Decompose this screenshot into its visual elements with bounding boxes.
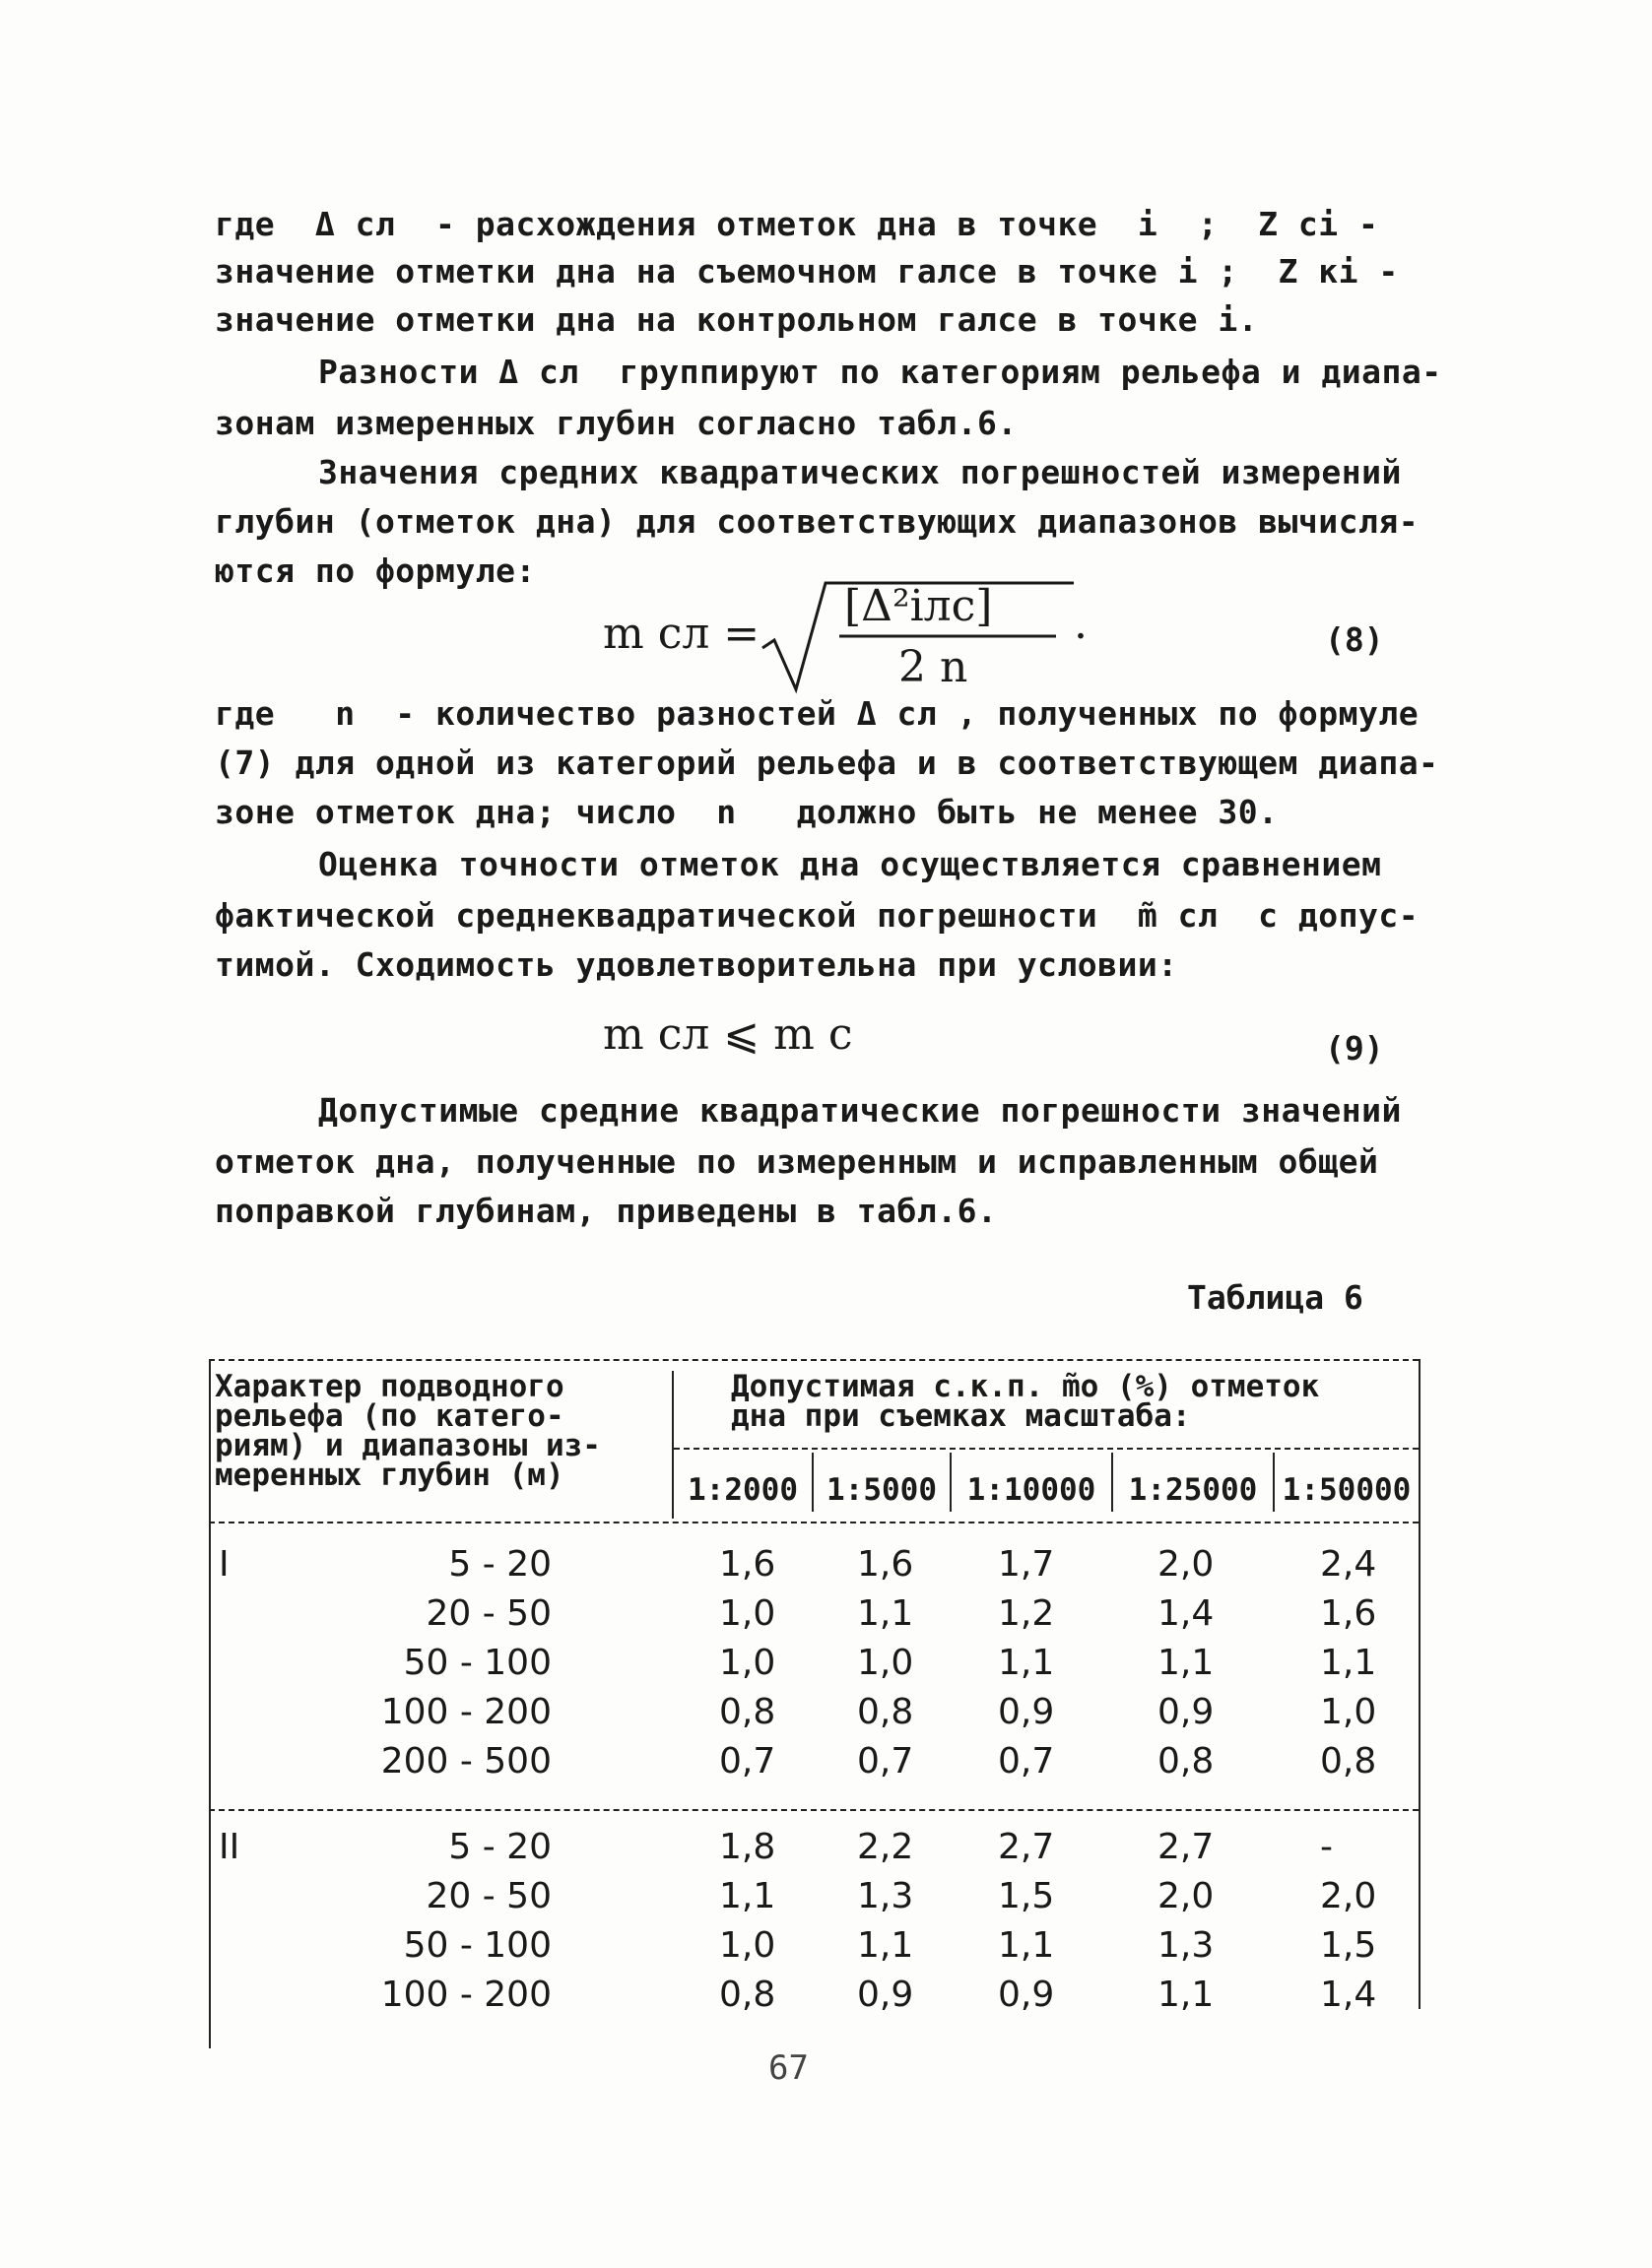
text-line: фактической среднеквадратической погрешности m̃ сл с допус- bbox=[215, 896, 1420, 935]
table-top-rule bbox=[209, 1359, 1419, 1361]
range-cell: 100 - 200 bbox=[380, 1692, 552, 1732]
range-cell: 5 - 20 bbox=[448, 1827, 552, 1867]
value-cell: 1,0 bbox=[719, 1925, 776, 1966]
value-cell: 1,5 bbox=[998, 1876, 1055, 1916]
header-bottom-rule bbox=[209, 1522, 1419, 1523]
table-left-border bbox=[209, 1359, 211, 2048]
value-cell: 0,8 bbox=[719, 1975, 776, 2015]
text-line: зоне отметок дна; число n должно быть не менее 30. bbox=[215, 793, 1279, 831]
value-cell: 1,1 bbox=[857, 1925, 914, 1966]
value-cell: 2,7 bbox=[1157, 1827, 1215, 1867]
range-cell: 50 - 100 bbox=[403, 1643, 552, 1683]
value-cell: 1,5 bbox=[1320, 1925, 1377, 1966]
value-cell: 2,0 bbox=[1157, 1876, 1215, 1916]
value-cell: 1,1 bbox=[719, 1876, 776, 1916]
text-line: (7) для одной из категорий рельефа и в соответствующем диапа- bbox=[215, 744, 1439, 782]
value-cell: 1,3 bbox=[857, 1876, 914, 1916]
value-cell: 2,0 bbox=[1157, 1544, 1215, 1585]
value-cell: 1,8 bbox=[719, 1827, 776, 1867]
table-caption: Таблица 6 bbox=[1187, 1278, 1363, 1317]
value-cell: 0,8 bbox=[719, 1692, 776, 1732]
scale-header: 1:2000 bbox=[688, 1472, 798, 1508]
text-line: отметок дна, полученные по измеренным и исправленным общей bbox=[215, 1142, 1379, 1181]
value-cell: - bbox=[1320, 1827, 1333, 1867]
header-subrule bbox=[674, 1448, 1419, 1450]
formula-8-lhs: m сл = bbox=[603, 609, 760, 659]
scale-header: 1:5000 bbox=[826, 1472, 937, 1508]
value-cell: 1,1 bbox=[998, 1643, 1055, 1683]
text-line: значение отметки дна на съемочном галсе в точке i ; Z кi - bbox=[215, 252, 1399, 291]
value-cell: 1,6 bbox=[719, 1544, 776, 1585]
value-cell: 2,0 bbox=[1320, 1876, 1377, 1916]
value-cell: 1,0 bbox=[1320, 1692, 1377, 1732]
value-cell: 1,3 bbox=[1157, 1925, 1215, 1966]
text-line: поправкой глубинам, приведены в табл.6. bbox=[215, 1192, 998, 1230]
text-line: значение отметки дна на контрольном галсе в точке i. bbox=[215, 300, 1259, 339]
range-cell: 5 - 20 bbox=[448, 1544, 552, 1585]
value-cell: 0,7 bbox=[857, 1741, 914, 1782]
range-cell: 50 - 100 bbox=[403, 1925, 552, 1966]
value-cell: 0,7 bbox=[998, 1741, 1055, 1782]
value-cell: 2,4 bbox=[1320, 1544, 1377, 1585]
text-line: где Δ сл - расхождения отметок дна в точке i ; Z сi - bbox=[215, 205, 1379, 243]
value-cell: 0,9 bbox=[857, 1975, 914, 2015]
text-line: тимой. Сходимость удовлетворительна при условии: bbox=[215, 945, 1178, 984]
text-line: зонам измеренных глубин согласно табл.6. bbox=[215, 404, 1018, 442]
scale-header: 1:25000 bbox=[1128, 1472, 1258, 1508]
value-cell: 2,7 bbox=[998, 1827, 1055, 1867]
value-cell: 1,4 bbox=[1320, 1975, 1377, 2015]
equation-number: (9) bbox=[1325, 1029, 1384, 1068]
formula-8-tail: . bbox=[1074, 599, 1088, 649]
scale-header: 1:50000 bbox=[1282, 1472, 1412, 1508]
range-cell: 20 - 50 bbox=[426, 1876, 552, 1916]
value-cell: 1,1 bbox=[1157, 1975, 1215, 2015]
value-cell: 1,1 bbox=[1320, 1643, 1377, 1683]
value-cell: 1,4 bbox=[1157, 1593, 1215, 1634]
value-cell: 1,2 bbox=[998, 1593, 1055, 1634]
scale-header: 1:10000 bbox=[966, 1472, 1096, 1508]
value-cell: 0,9 bbox=[1157, 1692, 1215, 1732]
table-right-border bbox=[1419, 1359, 1421, 2009]
header-right: Допустимая с.к.п. m̃о (%) отметок дна при съемках масштаба: bbox=[731, 1369, 1320, 1434]
page-number: 67 bbox=[768, 2048, 809, 2088]
text-line: где n - количество разностей Δ сл , полученных по формуле bbox=[215, 694, 1420, 733]
value-cell: 0,8 bbox=[1320, 1741, 1377, 1782]
value-cell: 0,7 bbox=[719, 1741, 776, 1782]
text-line: глубин (отметок дна) для соответствующих диапазонов вычисля- bbox=[215, 502, 1420, 541]
value-cell: 1,0 bbox=[719, 1643, 776, 1683]
header-left: Характер подводного рельефа (по катего- риям) и диапазоны из- меренных глубин (м) bbox=[215, 1369, 601, 1493]
value-cell: 1,6 bbox=[1320, 1593, 1377, 1634]
group-divider-rule bbox=[209, 1809, 1419, 1811]
value-cell: 2,2 bbox=[857, 1827, 914, 1867]
value-cell: 0,8 bbox=[1157, 1741, 1215, 1782]
value-cell: 0,9 bbox=[998, 1692, 1055, 1732]
range-cell: 20 - 50 bbox=[426, 1593, 552, 1634]
formula-8-denominator: 2 n bbox=[898, 642, 968, 692]
value-cell: 1,1 bbox=[998, 1925, 1055, 1966]
text-line: Разности Δ сл группируют по категориям рельефа и диапа- bbox=[318, 353, 1442, 391]
range-cell: 200 - 500 bbox=[380, 1741, 552, 1782]
formula-8-numerator: [Δ²iлс] bbox=[844, 581, 993, 631]
category-cell: I bbox=[219, 1544, 230, 1585]
value-cell: 1,7 bbox=[998, 1544, 1055, 1585]
formula-9: m сл ⩽ m с bbox=[603, 1009, 853, 1060]
category-cell: II bbox=[219, 1827, 240, 1867]
value-cell: 1,1 bbox=[1157, 1643, 1215, 1683]
value-cell: 1,0 bbox=[719, 1593, 776, 1634]
text-line: Оценка точности отметок дна осуществляется сравнением bbox=[318, 845, 1382, 883]
range-cell: 100 - 200 bbox=[380, 1975, 552, 2015]
value-cell: 1,6 bbox=[857, 1544, 914, 1585]
text-line: Значения средних квадратических погрешностей измерений bbox=[318, 453, 1402, 491]
value-cell: 0,9 bbox=[998, 1975, 1055, 2015]
text-line: Допустимые средние квадратические погрешности значений bbox=[318, 1091, 1402, 1130]
value-cell: 0,8 bbox=[857, 1692, 914, 1732]
equation-number: (8) bbox=[1325, 620, 1384, 659]
text-line: ются по формуле: bbox=[215, 551, 536, 590]
value-cell: 1,1 bbox=[857, 1593, 914, 1634]
value-cell: 1,0 bbox=[857, 1643, 914, 1683]
